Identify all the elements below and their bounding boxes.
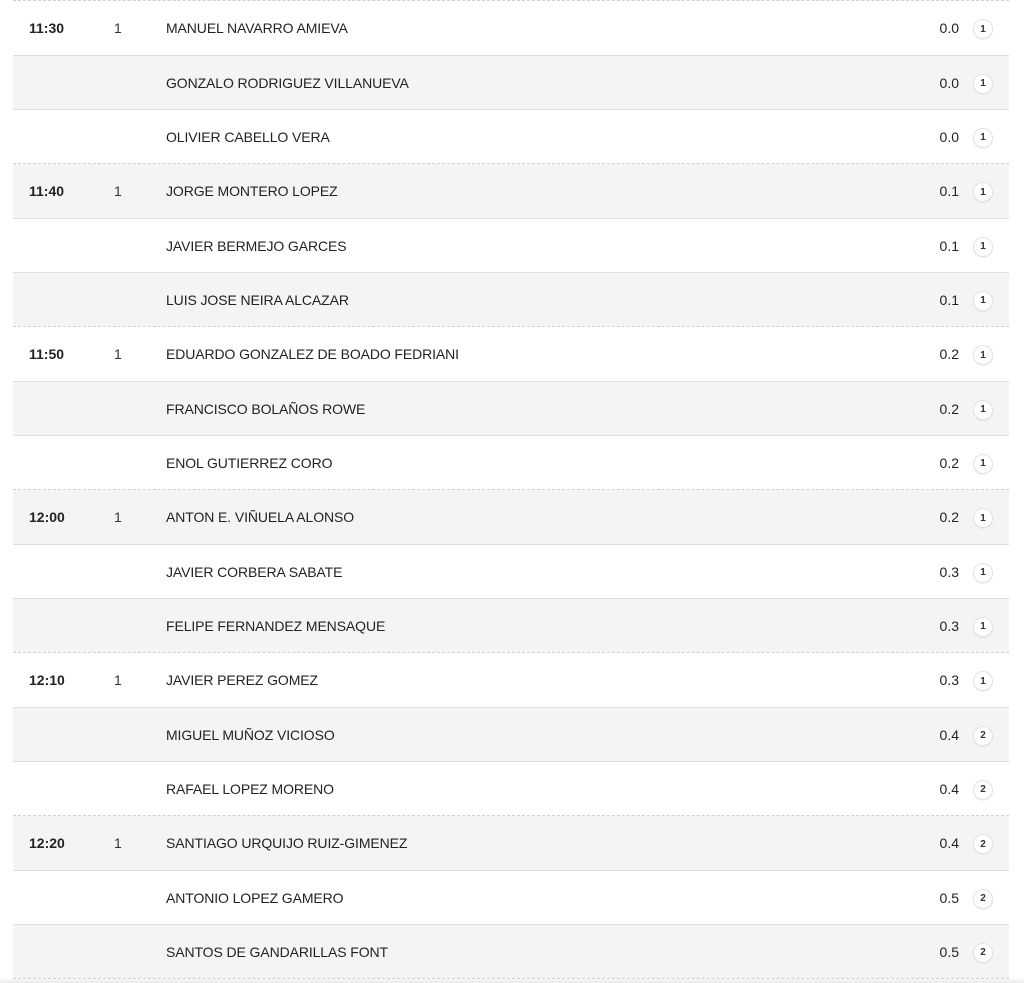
player-row[interactable] (13, 924, 1009, 978)
handicap-value: 0.0 (939, 20, 959, 36)
category-badge: 1 (973, 237, 993, 257)
player-name[interactable]: OLIVIER CABELLO VERA (166, 128, 330, 145)
category-badge: 2 (973, 726, 993, 746)
category-badge: 1 (973, 671, 993, 691)
player-name[interactable]: JAVIER PEREZ GOMEZ (166, 672, 318, 688)
tee-time-group (13, 326, 1009, 489)
handicap-value: 0.4 (939, 726, 959, 743)
category-badge: 1 (973, 617, 993, 637)
player-row[interactable] (13, 761, 1009, 815)
player-row[interactable] (13, 707, 1009, 761)
player-name[interactable]: GONZALO RODRIGUEZ VILLANUEVA (166, 74, 409, 91)
player-name[interactable]: EDUARDO GONZALEZ DE BOADO FEDRIANI (166, 346, 459, 362)
handicap-value: 0.5 (939, 889, 959, 906)
tee-time-list (13, 0, 1009, 979)
player-name[interactable]: SANTIAGO URQUIJO RUIZ-GIMENEZ (166, 835, 408, 851)
handicap-value: 0.0 (939, 128, 959, 145)
tee-time: 11:50 (29, 346, 65, 362)
tee-time-group (13, 163, 1009, 326)
handicap-value: 0.3 (939, 672, 959, 688)
category-badge: 1 (973, 291, 993, 311)
handicap-value: 0.2 (939, 346, 959, 362)
tee-time: 12:20 (29, 835, 65, 851)
handicap-value: 0.3 (939, 563, 959, 580)
category-badge: 1 (973, 128, 993, 148)
category-badge: 1 (973, 74, 993, 94)
player-row[interactable] (13, 544, 1009, 598)
start-hole: 1 (114, 509, 122, 525)
tee-time-group (13, 489, 1009, 652)
category-badge: 1 (973, 345, 993, 365)
handicap-value: 0.4 (939, 780, 959, 797)
start-hole: 1 (114, 20, 122, 36)
player-name[interactable]: JAVIER CORBERA SABATE (166, 563, 343, 580)
category-badge: 1 (973, 182, 993, 202)
handicap-value: 0.5 (939, 943, 959, 960)
player-name[interactable]: SANTOS DE GANDARILLAS FONT (166, 943, 388, 960)
category-badge: 1 (973, 563, 993, 583)
category-badge: 2 (973, 889, 993, 909)
player-row[interactable] (13, 816, 1009, 870)
tee-time-group (13, 0, 1009, 163)
category-badge: 2 (973, 943, 993, 963)
start-hole: 1 (114, 346, 122, 362)
handicap-value: 0.1 (939, 291, 959, 308)
player-name[interactable]: LUIS JOSE NEIRA ALCAZAR (166, 291, 349, 308)
player-name[interactable]: ENOL GUTIERREZ CORO (166, 454, 333, 471)
category-badge: 2 (973, 780, 993, 800)
category-badge: 1 (973, 454, 993, 474)
player-name[interactable]: RAFAEL LOPEZ MORENO (166, 780, 334, 797)
player-row[interactable] (13, 272, 1009, 326)
handicap-value: 0.2 (939, 400, 959, 417)
player-row[interactable] (13, 653, 1009, 707)
player-row[interactable] (13, 55, 1009, 109)
handicap-value: 0.2 (939, 454, 959, 471)
player-row[interactable] (13, 490, 1009, 544)
player-name[interactable]: FRANCISCO BOLAÑOS ROWE (166, 400, 366, 417)
category-badge: 1 (973, 508, 993, 528)
player-name[interactable]: FELIPE FERNANDEZ MENSAQUE (166, 617, 386, 634)
player-row[interactable] (13, 164, 1009, 218)
player-row[interactable] (13, 435, 1009, 489)
start-hole: 1 (114, 835, 122, 851)
handicap-value: 0.2 (939, 509, 959, 525)
scroll-shadow (0, 977, 1024, 983)
handicap-value: 0.0 (939, 74, 959, 91)
player-row[interactable] (13, 870, 1009, 924)
tee-time: 12:00 (29, 509, 65, 525)
handicap-value: 0.1 (939, 183, 959, 199)
player-name[interactable]: JAVIER BERMEJO GARCES (166, 237, 347, 254)
category-badge: 1 (973, 19, 993, 39)
tee-time-group (13, 652, 1009, 815)
player-name[interactable]: ANTONIO LOPEZ GAMERO (166, 889, 344, 906)
player-row[interactable] (13, 218, 1009, 272)
player-row[interactable] (13, 327, 1009, 381)
player-row[interactable] (13, 109, 1009, 163)
tee-time-group (13, 815, 1009, 978)
handicap-value: 0.3 (939, 617, 959, 634)
tee-time: 11:40 (29, 183, 65, 199)
tee-time: 12:10 (29, 672, 65, 688)
category-badge: 1 (973, 400, 993, 420)
player-row[interactable] (13, 1, 1009, 55)
player-row[interactable] (13, 381, 1009, 435)
player-name[interactable]: JORGE MONTERO LOPEZ (166, 183, 338, 199)
category-badge: 2 (973, 834, 993, 854)
player-name[interactable]: MANUEL NAVARRO AMIEVA (166, 20, 348, 36)
handicap-value: 0.4 (939, 835, 959, 851)
player-name[interactable]: MIGUEL MUÑOZ VICIOSO (166, 726, 335, 743)
player-name[interactable]: ANTON E. VIÑUELA ALONSO (166, 509, 355, 525)
tee-time: 11:30 (29, 20, 65, 36)
player-row[interactable] (13, 598, 1009, 652)
handicap-value: 0.1 (939, 237, 959, 254)
start-hole: 1 (114, 183, 122, 199)
start-hole: 1 (114, 672, 122, 688)
